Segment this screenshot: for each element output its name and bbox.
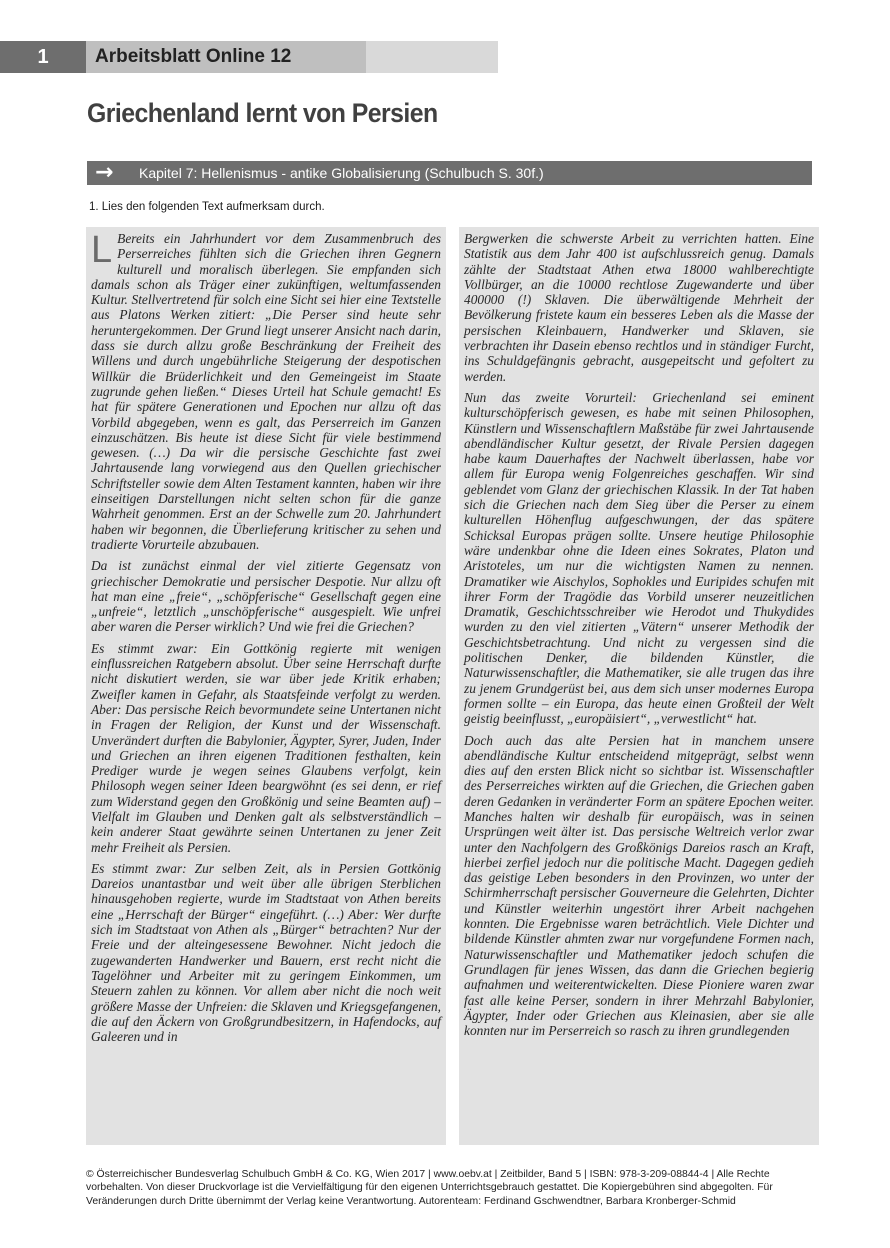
worksheet-number: 1 bbox=[0, 41, 86, 73]
paragraph: Doch auch das alte Persien hat in manchem unsere abendländische Kultur entscheidend mitgeprägt, selbst wenn dies auf den ersten Blick nicht so sichtbar ist. Wissenschaftler des Perserreiches wirkten auf die Griechen, die Griechen gaben deren Gedanken in veränderter Form an spätere Epochen weiter. Manches halten wir deshalb für europäisch, was in seinen Ursprüngen weit älter ist. Das persische Weltreich verlor zwar unter den Nachfolgern des Großkönigs Dareios rasch an Kraft, hierbei zerfiel jedoch nur die politische Macht. Dagegen gedieh das geistige Leben besonders in den Provinzen, wo unter der Schirmherrschaft persischer Gouverneure die Gelehrten, Dichter und Künstler weiterhin ungestört ihrer Arbeit nachgehen konnten. Die Ergebnisse waren beträchtlich. Viele Dichter und bildende Künstler ahmten zwar nur vorgefundene Formen nach, Naturwissenschaftler und Mathematiker jedoch schufen die Grundlagen für jenes Wissen, das dann die Griechen begierig aufnahmen und weiterentwickelten. Diese Pioniere waren zwar fast alle keine Perser, sondern in ihrer Mehrzahl Babylonier, Ägypter, Inder oder Griechen aus Kleinasien, aber sie alle konnten nur im Perserreich so rasch zu ihren grundlegenden bbox=[464, 732, 814, 1039]
paragraph-text: Bereits ein Jahrhundert vor dem Zusammenbruch des Perserreiches fühlten sich die Griechen ihren Gegnern kulturell und moralisch überlegen. Sie empfanden sich damals schon als Träger einer zukünftigen, weltumfassenden Kultur. Stellvertretend für solch eine Sicht sei hier eine Textstelle aus Platons Werken zitiert: „Die Perser sind heute sehr heruntergekommen. Der Grund liegt unserer Ansicht nach darin, dass sie durch allzu große Beschränkung der Freiheit des Willens und durch ungebührliche Steigerung der despotischen Willkür die Brüderlichkeit und den Gemeingeist im Staate zugrunde gehen ließen.“ Dieses Urteil hat Schule gemacht! Es hat für spätere Generationen und Epochen nur allzu oft das Vorbild abgegeben, wenn es galt, das Perserreich im Ganzen einzuschätzen. Bis heute ist diese Sicht für viele bestimmend gewesen. (…) Da wir die persische Geschichte fast zwei Jahrtausende lang vorwiegend aus den Quellen griechischer Schriftsteller sowie dem Alten Testament kannten, haben wir ihre einseitigen Darstellungen nicht selten schon für die ganze Wahrheit genommen. Erst an der Schwelle zum 20. Jahrhundert haben wir begonnen, die Überlieferung kritischer zu sehen und tradierte Vorurteile abzubauen. bbox=[91, 231, 441, 552]
footer-line: © Österreichischer Bundesverlag Schulbuch GmbH & Co. KG, Wien 2017 | www.oebv.at | Zeitbilder, Band 5 | ISBN: 978-3-209-08844-4 | Alle Rechte bbox=[86, 1169, 770, 1180]
chapter-heading: Kapitel 7: Hellenismus - antike Globalisierung (Schulbuch S. 30f.) bbox=[139, 165, 544, 181]
footer-line: Veränderungen durch Dritte übernimmt der Verlag keine Verantwortung. Autorenteam: Ferdinand Gschwendtner, Barbara Kronberger-Schmid bbox=[86, 1195, 736, 1207]
text-column-right bbox=[459, 227, 819, 1145]
worksheet-header bbox=[0, 41, 498, 73]
arrow-right-icon: → bbox=[95, 160, 114, 185]
paragraph: Es stimmt zwar: Zur selben Zeit, als in Persien Gottkönig Dareios unantastbar und weit über alle übrigen Sterblichen hinausgehoben regierte, wurde im Stadtstaat von Athen bereits eine „Herrschaft der Bürger“ eingeführt. (…) Aber: Wer durfte sich im Stadtstaat von Athen als „Bürger“ betrachten? Nur der Freie und der alteingesessene Bewohner. Nicht jedoch die zugewanderten Handwerker und Bauern, erst recht nicht die Tagelöhner und Arbeiter mit zu geringem Einkommen, um Steuern zahlen zu können. Vor allem aber nicht die noch weit größere Masse der Unfreien: die Sklaven und Kriegsgefangenen, die auf den Äckern von Großgrundbesitzern, in Hafendocks, auf Galeeren und in bbox=[91, 860, 441, 1045]
paragraph: Es stimmt zwar: Ein Gottkönig regierte mit wenigen einflussreichen Ratgebern absolut. Über seine Herrschaft durfte nicht diskutiert werden, sie war über jede Kritik erhaben; Zweifler kamen in Gefahr, als Staatsfeinde verfolgt zu werden. Aber: Das persische Reich bevormundete seine Untertanen nicht in Fragen der Religion, der Kunst und der Wissenschaft. Unverändert durften die Babylonier, Ägypter, Syrer, Juden, Inder und Griechen an ihren eigenen Traditionen festhalten, kein Prediger wurde je wegen seines Glaubens verfolgt, kein Philosoph wegen seiner Ideen beargwöhnt (es sei denn, er rief zum Widerstand gegen den Großkönig und seine Beamten auf) – Vielfalt im Glauben und Denken galt als selbstverständlich – kein anderer Staat gewährte seinen Untertanen zu jener Zeit mehr Freiheit als Persien. bbox=[91, 640, 441, 855]
chapter-bar bbox=[87, 161, 812, 185]
copyright-footer bbox=[86, 1168, 812, 1208]
drop-cap: L bbox=[91, 229, 113, 271]
page-title: Griechenland lernt von Persien bbox=[87, 98, 438, 128]
paragraph bbox=[91, 231, 441, 552]
paragraph: Da ist zunächst einmal der viel zitierte Gegensatz von griechischer Demokratie und persischer Despotie. Nur allzu oft hat man eine „freie“, „schöpferische“ Gesellschaft gegen eine „unfreie“, letztlich „unschöpferische“ ausgespielt. Wie unfrei aber waren die Perser wirklich? Und wie frei die Griechen? bbox=[91, 558, 441, 635]
worksheet-title: Arbeitsblatt Online 12 bbox=[86, 41, 366, 73]
paragraph: Bergwerken die schwerste Arbeit zu verrichten hatten. Eine Statistik aus dem Jahr 400 ist aufschlussreich genug. Damals zählte der Stadtstaat Athen etwa 18000 wahlberechtigte Vollbürger, an die 10000 rechtlose Zugewanderte und über 400000 (!) Sklaven. Die überwältigende Mehrheit der Bevölkerung fristete kaum ein besseres Leben als die Masse der persischen Kleinbauern, Handwerker und Sklaven, sie verbrachten ihr Dasein ebenso rechtlos und in ständiger Furcht, ins Schuldgefängnis gebracht, ausgepeitscht und gefoltert zu werden. bbox=[464, 231, 814, 384]
footer-line: vorbehalten. Von dieser Druckvorlage ist die Vervielfältigung für den eigenen Unterrichtsgebrauch gestattet. Die Kopiergebühren sind abgegolten. Für bbox=[86, 1182, 773, 1194]
text-column-left bbox=[86, 227, 446, 1145]
paragraph: Nun das zweite Vorurteil: Griechenland sei eminent kulturschöpferisch gewesen, es habe mit seinen Philosophen, Künstlern und Wissenschaftlern Maßstäbe für zwei Jahrtausende abendländischer Kultur gesetzt, der Rivale Persien dagegen habe kaum Dauerhaftes der Nachwelt überlassen, habe vor allem für Europa wenig Folgenreiches geschaffen. Wir sind geblendet vom Glanz der griechischen Klassik. In der Tat haben sich die Griechen nach dem Sieg über die Perser zu einem kulturellen Höhenflug aufgeschwungen, der das spätere Schicksal Europas prägen sollte. Unsere heutige Philosophie wäre undenkbar ohne die Ideen eines Sokrates, Platon und Aristoteles, um nur die wichtigsten Namen zu nennen. Dramatiker wie Aischylos, Sophokles und Euripides schufen mit ihrer Form der Tragödie das Vorbild unserer neuzeitlichen Dramatik, Geschichtsschreiber wie Herodot und Thukydides wurden zu den viel zitierten „Vätern“ unserer Methodik der Geschichtsbetrachtung. Und nicht zu vergessen sind die politischen Denker, die bildenden Künstler, die Naturwissenschaftler, die Mathematiker, sie alle trugen das ihre zu jenem Grundgerüst bei, aus dem sich unser modernes Europa formen sollte – ein Europa, das heute einen Großteil der Welt geistig beeinflusst, „europäisiert“, „verwestlicht“ hat. bbox=[464, 389, 814, 727]
task-instruction: 1. Lies den folgenden Text aufmerksam durch. bbox=[89, 201, 325, 213]
